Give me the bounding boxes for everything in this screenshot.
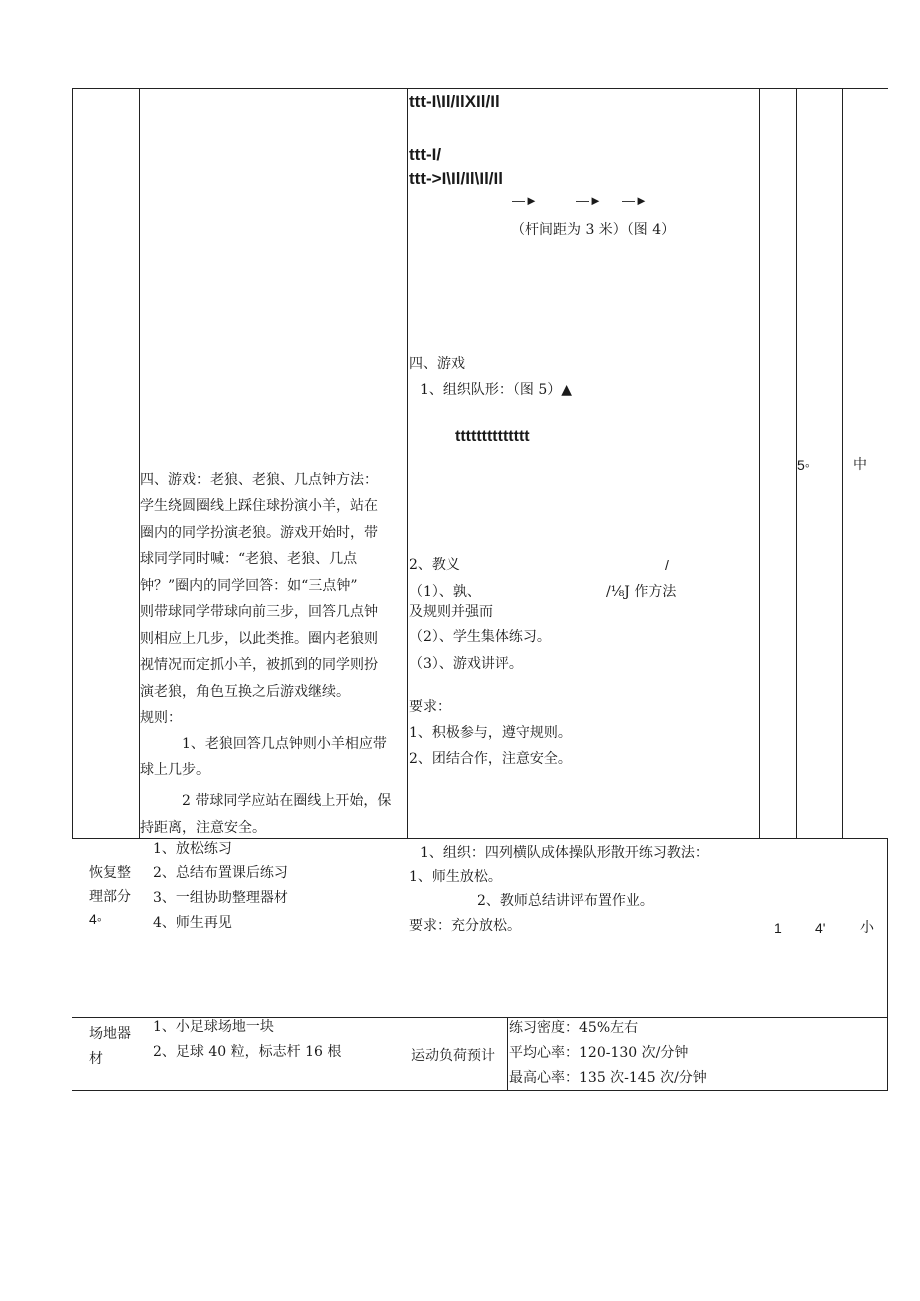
game-count: 5◦: [797, 457, 810, 473]
requirements-title: 要求：: [409, 699, 451, 715]
step-3: （3）、游戏讲评。: [409, 656, 523, 672]
arrow-icon: —►: [622, 193, 648, 208]
content-line: 演老狼，角色互换之后游戏继续。: [140, 684, 350, 700]
step-1-c: 及规则并强而: [409, 604, 493, 620]
method-line: 2、教师总结讲评布置作业。: [477, 893, 654, 909]
recovery-intensity: 小: [860, 920, 874, 936]
step-2: （2）、学生集体练习。: [409, 629, 551, 645]
diagram-caption: （杆间距为 3 米）（图 4）: [511, 222, 676, 238]
method-title: 四、游戏: [409, 356, 465, 372]
content-line: 则带球同学带球向前三步，回答几点钟: [140, 604, 378, 620]
rule-1-cont: 球上几步。: [140, 762, 210, 778]
requirement-2: 2、团结合作，注意安全。: [409, 751, 572, 767]
arrow-icon: —►: [576, 193, 602, 208]
formation-text: 1、组织队形：（图 5）▲: [420, 382, 573, 398]
students-row: tttttttttttttt: [455, 428, 530, 445]
load-value: 平均心率：120-130 次/分钟: [509, 1045, 689, 1061]
list-item: 2、总结布置课后练习: [153, 865, 288, 881]
recovery-label-line-1: 恢复整: [89, 865, 131, 881]
rule-2-cont: 持距离，注意安全。: [140, 820, 266, 836]
diagram-row-1: ttt-I\Il/IlXIl/Il: [409, 92, 500, 111]
method-line: 要求：充分放松。: [409, 918, 521, 934]
diagram-row-3: ttt->I\Il/Il\Il/Il: [409, 169, 503, 188]
recovery-label-line-3: 4◦: [89, 911, 102, 927]
content-line: 视情况而定抓小羊，被抓到的同学则扮: [140, 657, 378, 673]
content-line: 钟？”圈内的同学回答：如“三点钟”: [140, 578, 358, 594]
list-item: 1、小足球场地一块: [153, 1019, 274, 1035]
equipment-label-line-2: 材: [89, 1051, 103, 1067]
list-item: 1、放松练习: [153, 841, 232, 857]
method-line: 1、组织：四列横队成体操队形散开练习教法：: [420, 845, 709, 861]
equipment-label-line-1: 场地器: [89, 1026, 131, 1042]
diagram-row-2: ttt-I/: [409, 145, 442, 164]
content-line: 四、游戏：老狼、老狼、几点钟方法：: [140, 472, 378, 488]
slash-mark: /: [665, 557, 669, 573]
content-line: 则相应上几步，以此类推。圈内老狼则: [140, 631, 378, 647]
recovery-count: 1: [774, 920, 782, 936]
step-1: （1）、孰、: [409, 584, 481, 600]
step-1-b: /⅛J 作方法: [606, 584, 677, 600]
recovery-time: 4': [815, 920, 826, 936]
method-line: 1、师生放松。: [409, 869, 502, 885]
list-item: 3、一组协助整理器材: [153, 890, 288, 906]
content-line: 学生绕圆圈线上踩住球扮演小羊，站在: [140, 498, 378, 514]
teach-title: 2、教义: [409, 557, 460, 573]
game-intensity: 中: [853, 457, 867, 473]
load-value: 最高心率：135 次-145 次/分钟: [509, 1070, 707, 1086]
content-line: 规则：: [140, 710, 182, 726]
recovery-label-line-2: 理部分: [89, 889, 131, 905]
requirement-1: 1、积极参与，遵守规则。: [409, 725, 572, 741]
rule-2: 2 带球同学应站在圈线上开始，保: [182, 793, 392, 809]
load-value: 练习密度：45%左右: [509, 1020, 639, 1036]
list-item: 2、足球 40 粒，标志杆 16 根: [153, 1044, 342, 1060]
arrow-icon: —►: [512, 193, 538, 208]
list-item: 4、师生再见: [153, 915, 232, 931]
content-line: 圈内的同学扮演老狼。游戏开始时，带: [140, 525, 378, 541]
load-label: 运动负荷预计: [411, 1048, 495, 1064]
content-line: 球同学同时喊：“老狼、老狼、几点: [140, 551, 358, 567]
rule-1: 1、老狼回答几点钟则小羊相应带: [182, 736, 387, 752]
